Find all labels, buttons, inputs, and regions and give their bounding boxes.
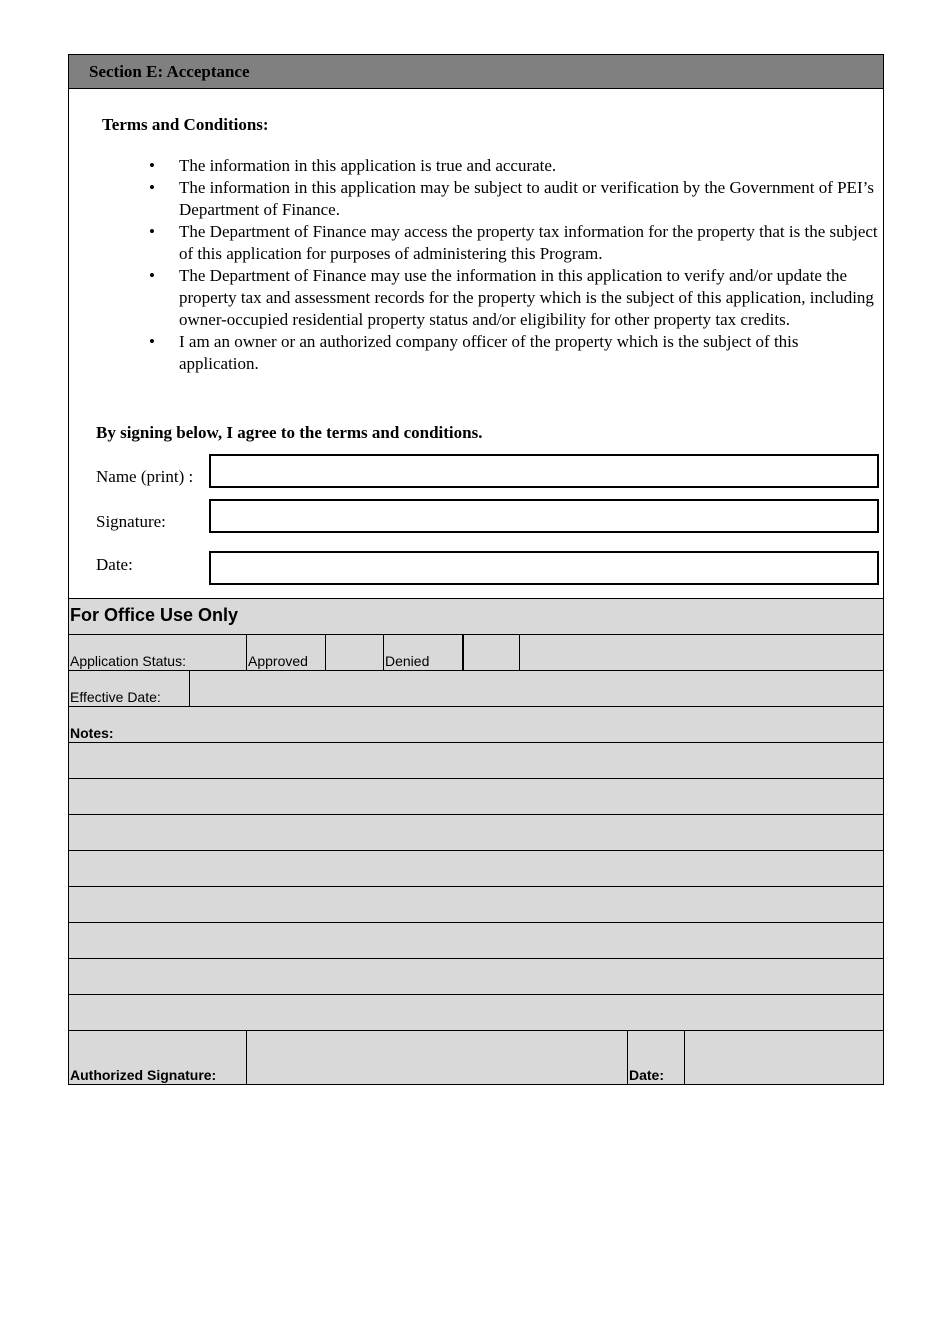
approved-label-cell — [246, 635, 325, 670]
notes-line[interactable] — [69, 743, 883, 779]
notes-line[interactable] — [69, 779, 883, 815]
application-status-row — [69, 635, 883, 671]
office-use-section — [69, 599, 883, 1084]
effective-date-field[interactable] — [189, 671, 883, 706]
notes-line[interactable] — [69, 887, 883, 923]
notes-line[interactable] — [69, 959, 883, 995]
section-e-header — [69, 55, 883, 89]
term-item: • The information in this application is true and accurate. — [179, 155, 879, 177]
denied-label: Denied — [385, 653, 430, 669]
status-extra-cell — [519, 635, 883, 670]
acceptance-section — [69, 89, 883, 599]
denied-label-cell — [383, 635, 462, 670]
office-date-label-cell — [627, 1031, 684, 1084]
office-date-field[interactable] — [684, 1031, 883, 1084]
approved-checkbox-cell[interactable] — [325, 635, 383, 670]
office-title-row — [69, 599, 883, 635]
signature-field[interactable] — [209, 499, 879, 533]
term-item: • I am an owner or an authorized company officer of the property which is the subject of this application. — [179, 331, 879, 375]
authorized-signature-row — [69, 1031, 883, 1084]
authorized-signature-label: Authorized Signature: — [70, 1067, 217, 1083]
notes-label: Notes: — [70, 725, 114, 741]
notes-line[interactable] — [69, 851, 883, 887]
status-label: Application Status: — [70, 653, 186, 669]
notes-line[interactable] — [69, 923, 883, 959]
office-date-label: Date: — [629, 1067, 665, 1083]
section-title: Section E: Acceptance — [89, 62, 250, 81]
notes-line[interactable] — [69, 995, 883, 1031]
denied-checkbox-cell[interactable] — [462, 635, 519, 670]
date-field[interactable] — [209, 551, 879, 585]
authorized-signature-field[interactable] — [246, 1031, 627, 1084]
signature-label: Signature: — [96, 512, 166, 531]
agree-statement: By signing below, I agree to the terms and conditions. — [96, 423, 483, 442]
term-item: • The Department of Finance may use the information in this application to verify and/or update the property tax and assessment records for the property which is the subject of this application, including owner-occupied residential property status and/or eligibility for other property tax credits. — [179, 265, 879, 331]
status-label-cell — [69, 635, 246, 670]
term-item: • The Department of Finance may access the property tax information for the property that is the subject of this application for purposes of administering this Program. — [179, 221, 879, 265]
application-form — [68, 54, 884, 1085]
name-field[interactable] — [209, 454, 879, 488]
approved-label: Approved — [248, 653, 308, 669]
name-label: Name (print) : — [96, 467, 194, 486]
terms-list — [179, 155, 879, 375]
term-item: • The information in this application may be subject to audit or verification by the Government of PEI’s Department of Finance. — [179, 177, 879, 221]
terms-title: Terms and Conditions: — [102, 115, 269, 134]
notes-line[interactable] — [69, 815, 883, 851]
effective-date-label: Effective Date: — [70, 689, 161, 705]
authorized-signature-label-cell — [69, 1031, 246, 1084]
effective-date-label-cell — [69, 671, 189, 706]
effective-date-row — [69, 671, 883, 707]
office-title: For Office Use Only — [70, 605, 239, 625]
notes-label-row — [69, 707, 883, 743]
date-label: Date: — [96, 555, 133, 574]
